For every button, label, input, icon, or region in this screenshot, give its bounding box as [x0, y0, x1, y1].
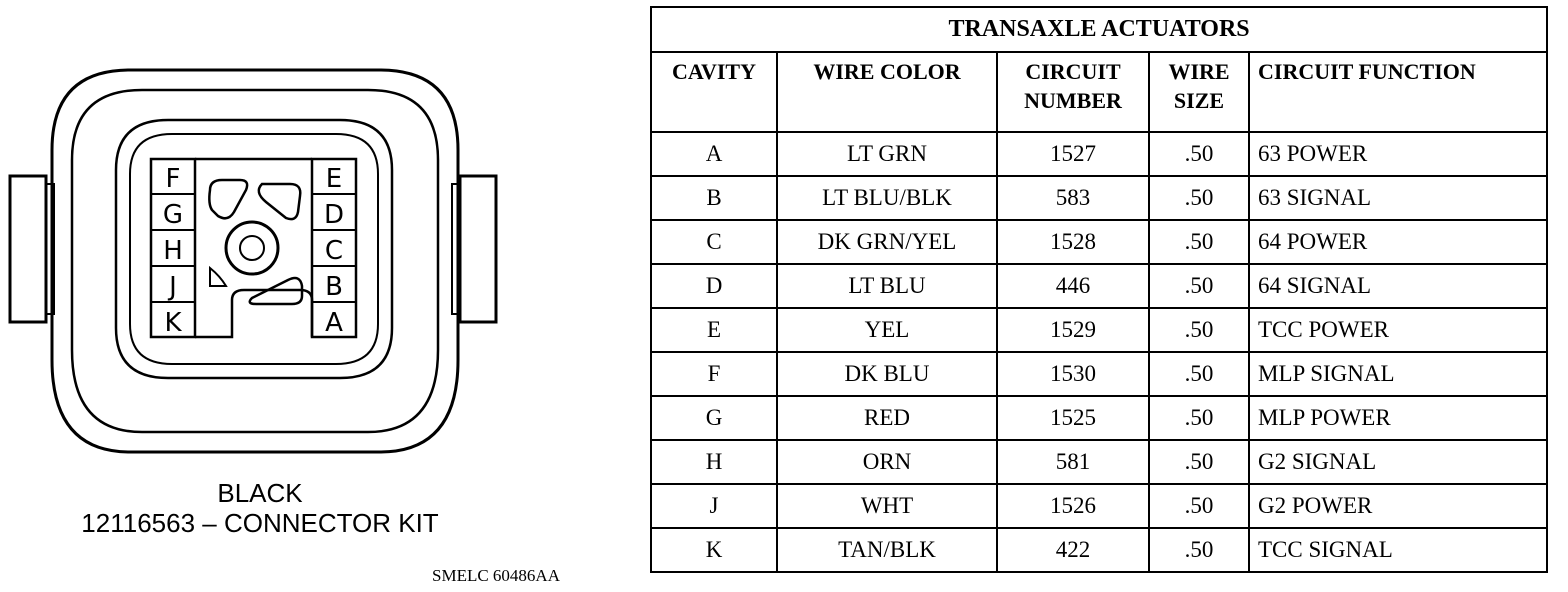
cell-cavity: J: [651, 484, 777, 528]
cell-wire-color: DK BLU: [777, 352, 997, 396]
cell-wire-size: .50: [1149, 352, 1249, 396]
cell-circuit-function: 64 SIGNAL: [1249, 264, 1547, 308]
pin-label-left-5: K: [164, 308, 182, 338]
cell-circuit-number: 422: [997, 528, 1149, 572]
header-wire-color: WIRE COLOR: [777, 52, 997, 132]
cell-cavity: G: [651, 396, 777, 440]
cell-circuit-number: 581: [997, 440, 1149, 484]
cell-wire-color: LT BLU/BLK: [777, 176, 997, 220]
right-latch: [460, 176, 496, 322]
center-post: [226, 222, 278, 274]
cell-wire-color: LT BLU: [777, 264, 997, 308]
table-row: [651, 440, 1547, 484]
pin-label-left-2: G: [162, 200, 184, 230]
header-circuit-number-line2: NUMBER: [1024, 88, 1122, 113]
cell-cavity: K: [651, 528, 777, 572]
table-title: TRANSAXLE ACTUATORS: [651, 7, 1547, 52]
header-cavity: CAVITY: [651, 52, 777, 132]
table-row: [651, 220, 1547, 264]
cell-cavity: F: [651, 352, 777, 396]
cell-wire-color: RED: [777, 396, 997, 440]
cell-circuit-number: 446: [997, 264, 1149, 308]
cell-cavity: A: [651, 132, 777, 176]
cell-wire-color: TAN/BLK: [777, 528, 997, 572]
pinout-table: [650, 6, 1548, 573]
pin-label-right-1: E: [325, 164, 343, 194]
cell-wire-size: .50: [1149, 264, 1249, 308]
cell-circuit-function: 63 POWER: [1249, 132, 1547, 176]
connector-color-label: BLACK: [217, 478, 303, 508]
connector-outer-shell: [52, 70, 458, 452]
cell-wire-size: .50: [1149, 308, 1249, 352]
cell-wire-color: YEL: [777, 308, 997, 352]
cell-wire-color: LT GRN: [777, 132, 997, 176]
cell-circuit-number: 1530: [997, 352, 1149, 396]
pin-label-right-3: C: [324, 236, 344, 266]
cell-cavity: D: [651, 264, 777, 308]
cell-wire-size: .50: [1149, 132, 1249, 176]
cell-circuit-function: MLP SIGNAL: [1249, 352, 1547, 396]
connector-kit-label: 12116563 – CONNECTOR KIT: [81, 508, 439, 538]
header-circuit-number: [997, 52, 1149, 132]
pin-label-left-3: H: [163, 236, 183, 266]
cell-wire-size: .50: [1149, 176, 1249, 220]
cell-cavity: H: [651, 440, 777, 484]
header-wire-size-line1: WIRE: [1168, 59, 1230, 84]
left-latch: [10, 176, 46, 322]
connector-figure: [0, 0, 620, 592]
cell-cavity: C: [651, 220, 777, 264]
table-row: [651, 132, 1547, 176]
header-wire-size: [1149, 52, 1249, 132]
cell-circuit-number: 1528: [997, 220, 1149, 264]
cell-wire-color: ORN: [777, 440, 997, 484]
pin-label-left-4: J: [169, 272, 177, 302]
figure-code: SMELC 60486AA: [432, 566, 560, 585]
cell-circuit-function: G2 POWER: [1249, 484, 1547, 528]
cell-circuit-function: MLP POWER: [1249, 396, 1547, 440]
cell-circuit-function: TCC POWER: [1249, 308, 1547, 352]
cell-circuit-function: 63 SIGNAL: [1249, 176, 1547, 220]
header-circuit-function: CIRCUIT FUNCTION: [1249, 52, 1547, 132]
table-row: [651, 352, 1547, 396]
table-row: [651, 308, 1547, 352]
cell-circuit-number: 1529: [997, 308, 1149, 352]
cell-wire-size: .50: [1149, 220, 1249, 264]
pin-label-left-1: F: [165, 164, 181, 194]
pin-label-right-4: B: [325, 272, 343, 302]
table-row: [651, 396, 1547, 440]
cell-cavity: B: [651, 176, 777, 220]
cell-circuit-function: G2 SIGNAL: [1249, 440, 1547, 484]
header-wire-size-line2: SIZE: [1173, 88, 1225, 113]
cell-circuit-number: 1526: [997, 484, 1149, 528]
cell-wire-size: .50: [1149, 440, 1249, 484]
cell-wire-size: .50: [1149, 528, 1249, 572]
cell-wire-color: WHT: [777, 484, 997, 528]
cell-wire-size: .50: [1149, 484, 1249, 528]
table-header-row: [651, 52, 1547, 132]
cell-circuit-function: TCC SIGNAL: [1249, 528, 1547, 572]
table-row: [651, 264, 1547, 308]
cell-circuit-number: 583: [997, 176, 1149, 220]
cell-wire-color: DK GRN/YEL: [777, 220, 997, 264]
cell-circuit-function: 64 POWER: [1249, 220, 1547, 264]
cell-circuit-number: 1527: [997, 132, 1149, 176]
pin-label-right-5: A: [325, 308, 343, 338]
table-row: [651, 484, 1547, 528]
cell-wire-size: .50: [1149, 396, 1249, 440]
pin-label-right-2: D: [323, 200, 345, 230]
header-circuit-number-line1: CIRCUIT: [1025, 59, 1121, 84]
table-row: [651, 176, 1547, 220]
table-row: [651, 528, 1547, 572]
cell-cavity: E: [651, 308, 777, 352]
cell-circuit-number: 1525: [997, 396, 1149, 440]
